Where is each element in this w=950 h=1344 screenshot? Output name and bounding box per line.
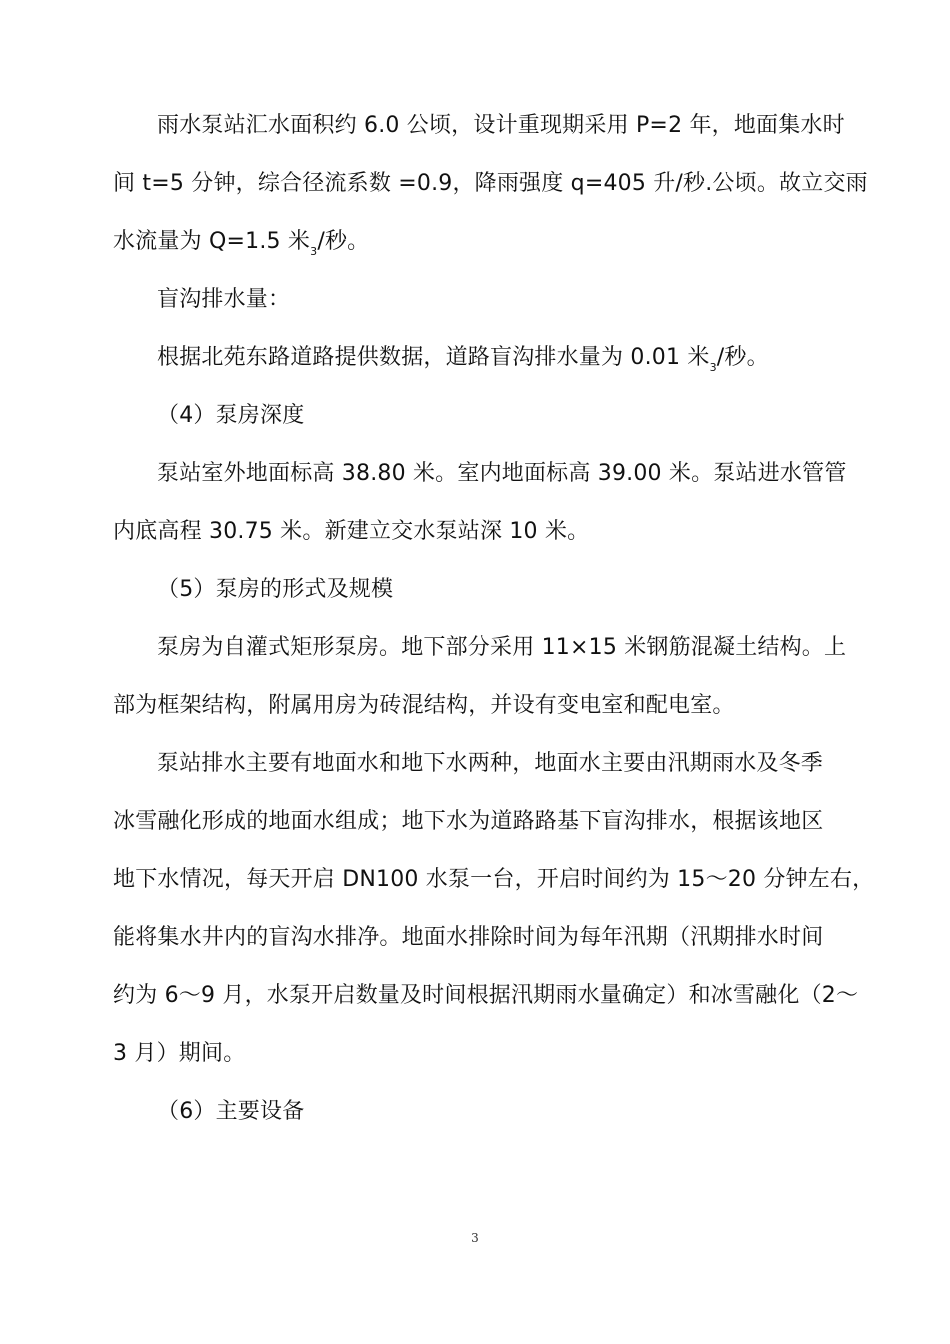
paragraph-line: 3 月）期间。 [113, 1041, 246, 1066]
line-text: /秒。 [716, 345, 769, 370]
paragraph-line: 地下水情况，每天开启 DN100 水泵一台，开启时间约为 15～20 分钟左右， [113, 867, 875, 892]
paragraph-line [113, 222, 843, 262]
paragraph-line [157, 338, 887, 378]
section-heading: （5）泵房的形式及规模 [157, 577, 394, 602]
paragraph-line: 内底高程 30.75 米。新建立交水泵站深 10 米。 [113, 519, 590, 544]
line-text: 水流量为 Q=1.5 米 [113, 229, 311, 254]
section-heading: （6）主要设备 [157, 1099, 305, 1124]
paragraph-line: 能将集水井内的盲沟水排净。地面水排除时间为每年汛期（汛期排水时间 [113, 925, 824, 950]
superscript-unit: 3 [709, 361, 717, 374]
line-text: 根据北苑东路道路提供数据，道路盲沟排水量为 0.01 米 [157, 345, 710, 370]
paragraph-line: 冰雪融化形成的地面水组成；地下水为道路路基下盲沟排水，根据该地区 [113, 809, 824, 834]
section-heading: （4）泵房深度 [157, 403, 305, 428]
paragraph-line: 部为框架结构，附属用房为砖混结构，并设有变电室和配电室。 [113, 693, 735, 718]
page-number: 3 [471, 1231, 479, 1245]
superscript-unit: 3 [310, 245, 318, 258]
paragraph-line: 间 t=5 分钟，综合径流系数 =0.9，降雨强度 q=405 升/秒.公顷。故立交雨 [113, 171, 868, 196]
paragraph-line: 雨水泵站汇水面积约 6.0 公顷，设计重现期采用 P=2 年，地面集水时 [157, 113, 845, 138]
paragraph-line: 泵站排水主要有地面水和地下水两种，地面水主要由汛期雨水及冬季 [157, 751, 824, 776]
paragraph-line: 泵站室外地面标高 38.80 米。室内地面标高 39.00 米。泵站进水管管 [157, 461, 847, 486]
line-text: /秒。 [317, 229, 370, 254]
paragraph-line: 约为 6～9 月，水泵开启数量及时间根据汛期雨水量确定）和冰雪融化（2～ [113, 983, 859, 1008]
paragraph-line: 泵房为自灌式矩形泵房。地下部分采用 11×15 米钢筋混凝土结构。上 [157, 635, 847, 660]
section-label: 盲沟排水量： [157, 287, 291, 312]
